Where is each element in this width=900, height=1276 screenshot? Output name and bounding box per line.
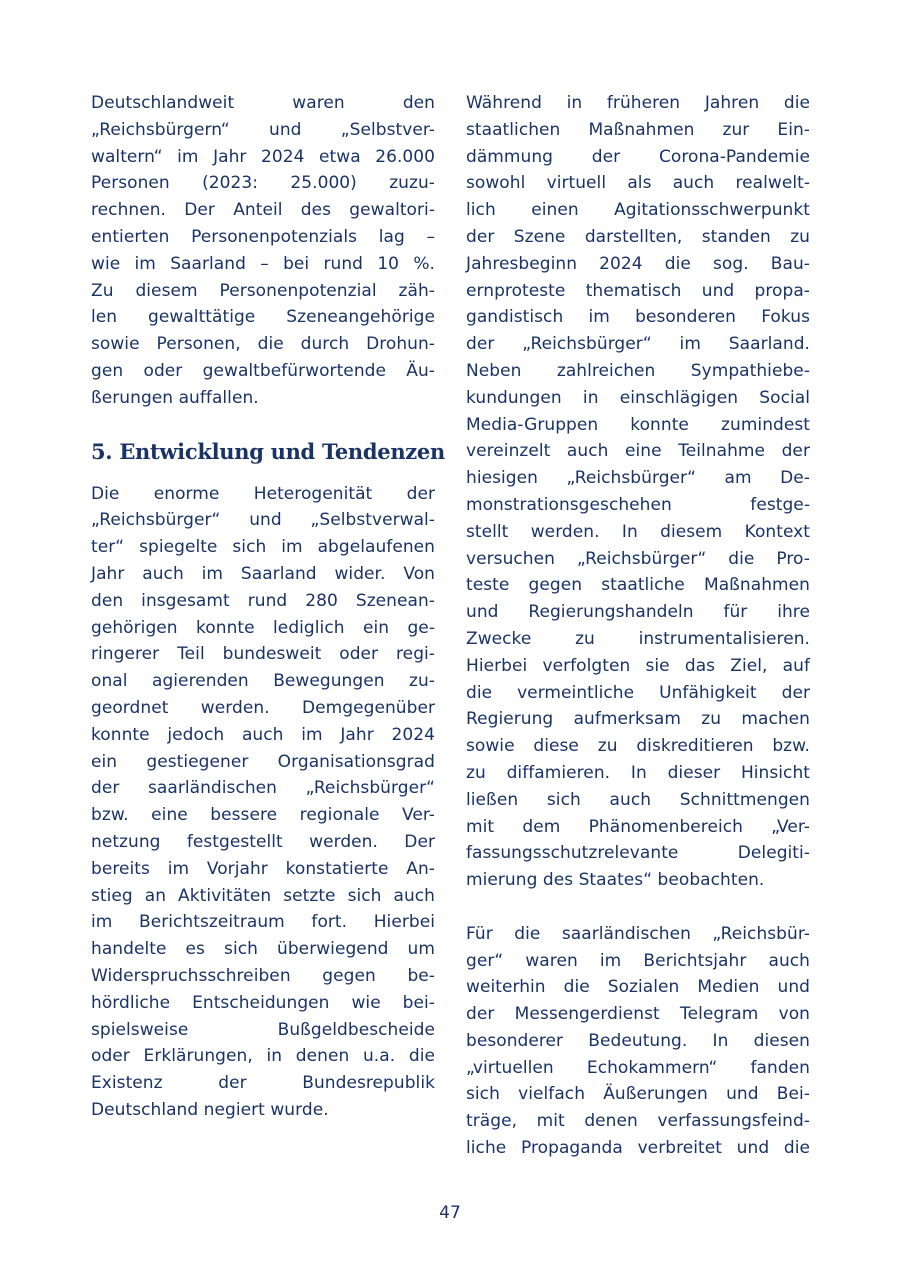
- text-line: Für die saarländischen „Reichsbür-: [466, 923, 810, 944]
- text-line: wie im Saarland – bei rund 10 %.: [91, 253, 435, 274]
- text-line: Während in früheren Jahren die: [466, 93, 810, 113]
- text-line: mierung des Staates“ beobachten.: [466, 870, 765, 891]
- text-line: ger“ waren im Berichtsjahr auch: [466, 950, 810, 971]
- text-line: dämmung der Corona-Pandemie: [466, 146, 810, 167]
- text-line: ließen sich auch Schnittmengen: [466, 789, 810, 810]
- text-line: die vermeintliche Unfähigkeit der: [466, 682, 810, 703]
- text-line: Deutschlandweit waren den: [91, 93, 435, 113]
- text-line: Zu diesem Personenpotenzial zäh-: [91, 280, 435, 301]
- text-line: bereits im Vorjahr konstatierte An-: [91, 858, 435, 879]
- text-line: träge, mit denen verfassungsfeind-: [466, 1111, 810, 1132]
- text-line: vereinzelt auch eine Teilnahme der: [466, 441, 810, 462]
- text-line: ringerer Teil bundesweit oder regi-: [91, 644, 435, 665]
- text-line: ter“ spiegelte sich im abgelaufenen: [91, 537, 435, 558]
- text-line: Deutschland negiert wurde.: [91, 1099, 329, 1120]
- text-line: kundungen in einschlägigen Social: [466, 387, 810, 408]
- text-line: geordnet werden. Demgegenüber: [91, 697, 435, 718]
- text-line: weiterhin die Sozialen Medien und: [466, 977, 810, 998]
- paragraph-nationwide-figures: [91, 90, 435, 412]
- text-line: lich einen Agitationsschwerpunkt: [466, 200, 810, 221]
- text-line: bzw. eine bessere regionale Ver-: [91, 805, 435, 826]
- paragraph-gap: [466, 894, 810, 921]
- text-line: der „Reichsbürger“ im Saarland.: [466, 334, 810, 355]
- text-line: ßerungen auffallen.: [91, 387, 259, 408]
- text-line: „virtuellen Echokammern“ fanden: [466, 1057, 810, 1078]
- text-line: im Berichtszeitraum fort. Hierbei: [91, 912, 435, 933]
- left-column: [91, 90, 445, 1124]
- text-line: Jahr auch im Saarland wider. Von: [91, 563, 435, 584]
- text-line: Die enorme Heterogenität der: [91, 483, 435, 504]
- right-column: [466, 90, 810, 1162]
- text-line: ernproteste thematisch und propa-: [466, 280, 810, 301]
- text-line: stellt werden. In diesem Kontext: [466, 521, 810, 542]
- text-line: fassungsschutzrelevante Delegiti-: [466, 843, 810, 864]
- text-line: Existenz der Bundesrepublik: [91, 1073, 435, 1094]
- text-line: „Reichsbürgern“ und „Selbstver-: [91, 119, 435, 140]
- text-line: len gewalttätige Szeneangehörige: [91, 307, 435, 328]
- page-number: 47: [439, 1203, 461, 1223]
- text-line: waltern“ im Jahr 2024 etwa 26.000: [91, 146, 435, 167]
- text-line: ein gestiegener Organisationsgrad: [91, 751, 435, 772]
- text-line: konnte jedoch auch im Jahr 2024: [91, 724, 435, 745]
- text-line: Jahresbeginn 2024 die sog. Bau-: [466, 253, 810, 274]
- text-line: stieg an Aktivitäten setzte sich auch: [91, 885, 435, 906]
- text-line: staatlichen Maßnahmen zur Ein-: [466, 119, 810, 140]
- text-line: hördliche Entscheidungen wie bei-: [91, 992, 435, 1013]
- text-line: oder Erklärungen, in denen u.a. die: [91, 1046, 435, 1067]
- text-line: Neben zahlreichen Sympathiebe-: [466, 360, 810, 381]
- text-line: hiesigen „Reichsbürger“ am De-: [466, 468, 810, 489]
- text-line: monstrationsgeschehen festge-: [466, 494, 810, 515]
- text-line: liche Propaganda verbreitet und die: [466, 1138, 810, 1159]
- paragraph-heterogeneity: [91, 481, 435, 1124]
- text-line: „Reichsbürger“ und „Selbstverwal-: [91, 510, 435, 531]
- text-line: handelte es sich überwiegend um: [91, 939, 435, 960]
- text-line: Personen (2023: 25.000) zuzu-: [91, 173, 435, 194]
- text-line: entierten Personenpotenzials lag –: [91, 226, 435, 247]
- text-line: gen oder gewaltbefürwortende Äu-: [91, 360, 435, 381]
- text-line: versuchen „Reichsbürger“ die Pro-: [466, 548, 810, 569]
- text-line: besonderer Bedeutung. In diesen: [466, 1030, 810, 1051]
- text-line: der Szene darstellten, standen zu: [466, 226, 810, 247]
- text-line: sich vielfach Äußerungen und Bei-: [466, 1084, 810, 1105]
- text-line: Media-Gruppen konnte zumindest: [466, 414, 810, 435]
- text-line: onal agierenden Bewegungen zu-: [91, 671, 435, 692]
- text-line: der Messengerdienst Telegram von: [466, 1004, 810, 1025]
- paragraph-corona-agitation: [466, 90, 810, 894]
- text-line: und Regierungshandeln für ihre: [466, 602, 810, 623]
- text-line: mit dem Phänomenbereich „Ver-: [466, 816, 810, 837]
- text-line: den insgesamt rund 280 Szenean-: [91, 590, 435, 611]
- text-line: der saarländischen „Reichsbürger“: [91, 778, 435, 799]
- text-line: rechnen. Der Anteil des gewaltori-: [91, 200, 435, 221]
- text-line: gehörigen konnte lediglich ein ge-: [91, 617, 435, 638]
- text-line: Regierung aufmerksam zu machen: [466, 709, 810, 730]
- text-line: gandistisch im besonderen Fokus: [466, 307, 810, 328]
- text-line: Widerspruchsschreiben gegen be-: [91, 965, 435, 986]
- text-line: zu diffamieren. In dieser Hinsicht: [466, 762, 810, 783]
- text-line: Zwecke zu instrumentalisieren.: [466, 628, 810, 649]
- text-line: spielsweise Bußgeldbescheide: [91, 1019, 435, 1040]
- section-heading: 5. Entwicklung und Tendenzen: [91, 438, 445, 464]
- paragraph-social-media: [466, 921, 810, 1162]
- text-line: sowie Personen, die durch Drohun-: [91, 334, 435, 355]
- text-line: netzung festgestellt werden. Der: [91, 831, 435, 852]
- text-line: sowie diese zu diskreditieren bzw.: [466, 736, 810, 757]
- text-line: teste gegen staatliche Maßnahmen: [466, 575, 810, 596]
- text-line: Hierbei verfolgten sie das Ziel, auf: [466, 655, 810, 676]
- text-line: sowohl virtuell als auch realwelt-: [466, 173, 810, 194]
